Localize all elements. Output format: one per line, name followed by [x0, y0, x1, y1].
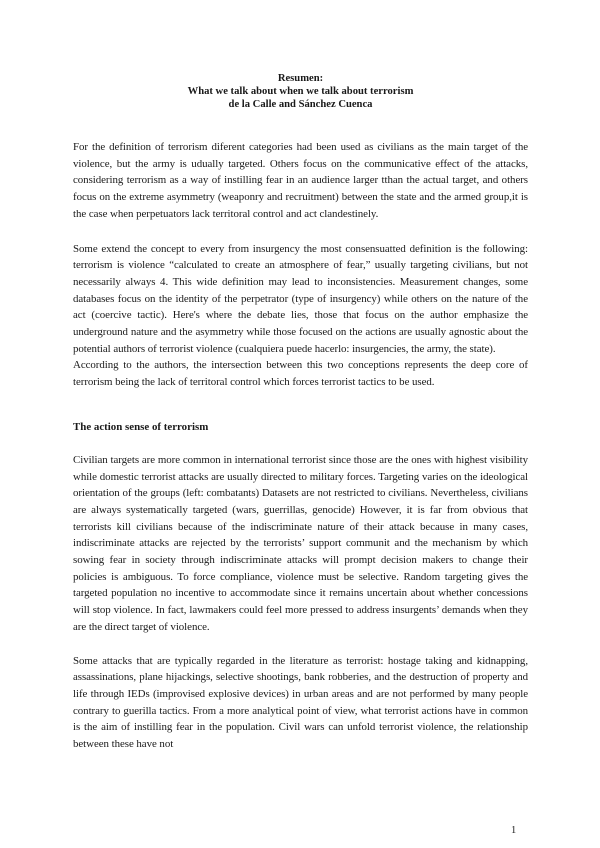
document-authors: de la Calle and Sánchez Cuenca: [228, 99, 373, 110]
summary-label: Resumen:: [277, 73, 324, 84]
paragraph-terrorist-attacks: Some attacks that are typically regarded in the literature as terrorist: hostage taking and kidnapping, assassinations, plane hijackings, selective shootings, bank robberies, and the destruction of property and life through IEDs (improvised explosive devices) in urban areas and are not performed by many people contrary to guerilla tactics. From a more analytical point of view, what terrorist actions have in common is the aim of instilling fear in the population. Civil wars can unfold terrorist violence, the relationship between these have not: [73, 654, 528, 751]
document-page: [73, 72, 528, 753]
paragraph-definition: For the definition of terrorism diferent categories had been used as civilians as the main target of the violence, but the army is udually targeted. Others focus on the communicative effect of the attacks, considering terrorism as a way of instilling fear in an audience larger tthan the actual target, and others focus on the extreme asymmetry (weaponry and recruitment) between the state and the armed group,it is the case when perpetuators lack territoral control and act clandestinely.: [73, 141, 528, 220]
document-title: What we talk about when we talk about terrorism: [187, 86, 414, 97]
section-heading: The action sense of terrorism: [73, 420, 209, 433]
document-header: [73, 72, 528, 111]
page-number: 1: [511, 825, 517, 836]
paragraph-intersection: According to the authors, the intersection between this two conceptions represents the deep core of terrorism being the lack of territoral control which forces terrorist tactics to be used.: [73, 359, 528, 389]
paragraph-civilian-targets: Civilian targets are more common in international terrorist since those are the ones with highest visibility while domestic terrorist attacks are usually directed to military forces. Targeting varies on the ideological orientation of the groups (left: combatants) Datasets are not restricted to civilians. Nevertheless, civilians are always systematically targeted (wars, guerrillas, genocide) However, it is far from obvious that terrorists kill civilians because of the indiscriminate nature of their attack because in many cases, indiscriminate attacks are rejected by the terrorists’ support communit and the mechanism by which sowing fear in society through indiscriminate attacks will prompt decision makers to change their policies is ambiguous. To force compliance, violence must be selective. Random targeting gives the targeted population no incentive to accommodate since it remains uncertain about whether concessions will stop violence. In fact, lawmakers could feel more pressed to address insurgents’ demands when they are the direct target of violence.: [73, 453, 528, 633]
paragraph-consensus: Some extend the concept to every from insurgency the most consensuatted definition is the following: terrorism is violence “calculated to create an atmosphere of fear,” usually targeting civilians, but not necessarily always 4. This wide definition may lead to inconsistencies. Measurement changes, some databases focus on the identity of the perpetrator (type of insurgency) while others on the nature of the act (coercive tactic). Here's where the debate lies, those that focus on the author emphasize the underground nature and the asymmetry while those focused on the actions are usually agnostic about the potential authors of terrorist violence (cualquiera puede hacerlo: insurgencies, the army, the state).: [73, 242, 528, 355]
